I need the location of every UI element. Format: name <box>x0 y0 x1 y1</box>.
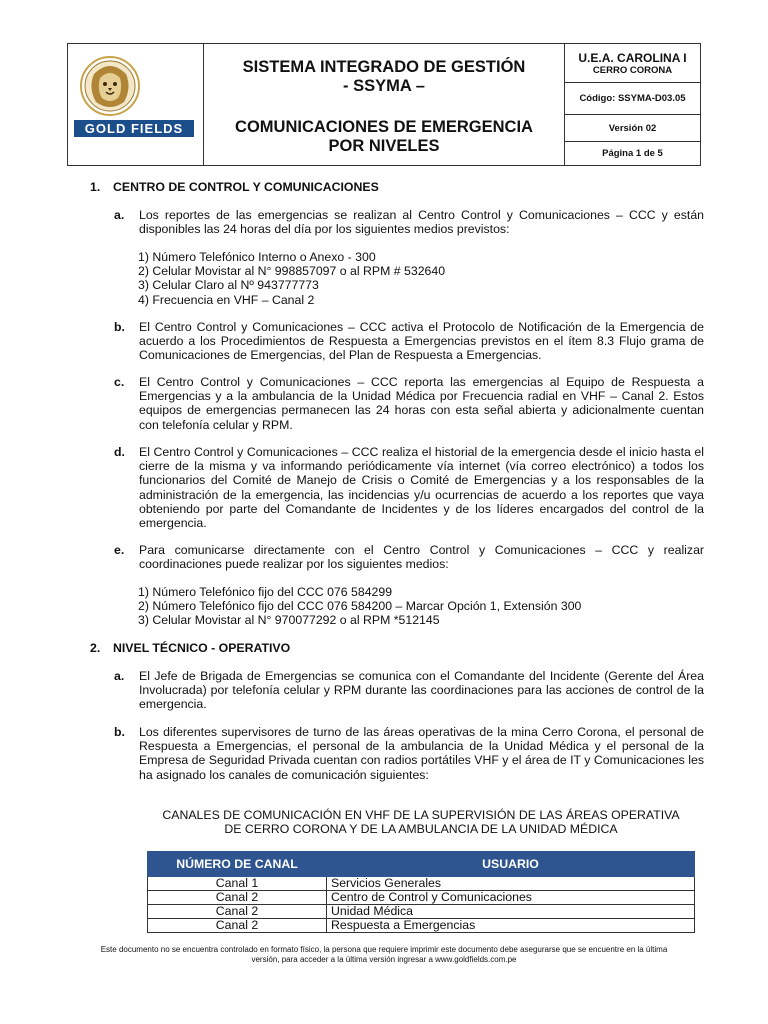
section-2-heading: 2. NIVEL TÉCNICO - OPERATIVO <box>90 641 291 655</box>
channel-cell: Canal 2 <box>148 919 327 933</box>
table-row <box>148 891 695 905</box>
paragraph: Los reportes de las emergencias se realizan al Centro Control y Comunicaciones – CCC y están disponibles las 24 horas del día por los siguientes medios previstos: <box>139 208 704 237</box>
column-header-user: USUARIO <box>327 852 695 877</box>
section-1-item-b: b. El Centro Control y Comunicaciones – CCC activa el Protocolo de Notificación de la Emergencia de acuerdo a los Procedimientos de Respuesta a Emergencias previstos en el ítem 8.3 Flujo grama de Comunicaciones de Emergencias, del Plan de Respuesta a Emergencias. <box>114 320 704 363</box>
unit-name: U.E.A. CAROLINA I <box>578 50 687 65</box>
section-1-item-a: a. Los reportes de las emergencias se realizan al Centro Control y Comunicaciones – CCC y están disponibles las 24 horas del día por los siguientes medios previstos: <box>114 208 704 237</box>
section-2-item-b: b. Los diferentes supervisores de turno de las áreas operativas de la mina Cerro Corona, el personal de Respuesta a Emergencias, el personal de la ambulancia de la Unidad Médica y el personal de la Empresa de Seguridad Privada cuentan con radios portátiles VHF y el área de IT y Comunicaciones les ha asignado los canales de comunicación siguientes: <box>114 725 704 782</box>
paragraph: Para comunicarse directamente con el Centro Control y Comunicaciones – CCC y realizar coordinaciones puede realizar por los siguientes medios: <box>139 543 704 572</box>
table-row <box>148 877 695 891</box>
title-line-1: SISTEMA INTEGRADO DE GESTIÓN <box>242 58 526 76</box>
section-1-a-list <box>138 250 445 307</box>
channel-cell: Canal 1 <box>148 877 327 891</box>
channel-cell: Canal 2 <box>148 891 327 905</box>
document-info <box>565 44 700 165</box>
section-1-e-list <box>138 585 581 628</box>
channel-cell: Canal 2 <box>148 905 327 919</box>
code-cell: Código: SSYMA-D03.05 <box>565 83 700 115</box>
gold-fields-lion-logo-icon <box>80 52 140 120</box>
paragraph: El Centro Control y Comunicaciones – CCC reporta las emergencias al Equipo de Respuesta a Emergencias y a la ambulancia de la Unidad Médica por Frecuencia radial en VHF – Canal 2. Estos equipos de emergencias permanecen las 24 horas con esta señal abierta y adicionalmente cuentan con telefonía celular y RPM. <box>139 375 704 432</box>
paragraph: El Jefe de Brigada de Emergencias se comunica con el Comandante del Incidente (Gerente del Área Involucrada) por telefonía celular y RPM durante las coordinaciones para las acciones de control de la emergencia. <box>139 669 704 712</box>
section-1-item-c: c. El Centro Control y Comunicaciones – CCC reporta las emergencias al Equipo de Respuesta a Emergencias y a la ambulancia de la Unidad Médica por Frecuencia radial en VHF – Canal 2. Estos equipos de emergencias permanecen las 24 horas con esta señal abierta y adicionalmente cuentan con telefonía celular y RPM. <box>114 375 704 432</box>
unit-cell <box>565 44 700 83</box>
list-item: 2) Número Telefónico fijo del CCC 076 584200 – Marcar Opción 1, Extensión 300 <box>138 599 582 614</box>
list-item: 2) Celular Movistar al N° 998857097 o al RPM # 532640 <box>138 264 446 279</box>
user-cell: Respuesta a Emergencias <box>327 919 695 933</box>
list-item: 3) Celular Movistar al N° 970077292 o al RPM *512145 <box>138 613 440 628</box>
user-cell: Unidad Médica <box>327 905 695 919</box>
version-cell: Versión 02 <box>565 115 700 142</box>
user-cell: Servicios Generales <box>327 877 695 891</box>
paragraph: El Centro Control y Comunicaciones – CCC realiza el historial de la emergencia desde el inicio hasta el cierre de la misma y va informando periódicamente vía internet (vía correo electrónico) a todos los funcionarios del Comité de Manejo de Crisis o Comité de Emergencias y a los responsables de la administración de la emergencia, las incidencias y/u ocurrencias de acuerdo a los reportes que vaya obteniendo por parte del Comandante de Incidentes y de los líderes encargados del control de la emergencia. <box>139 445 704 531</box>
title-line-3: COMUNICACIONES DE EMERGENCIA <box>235 118 533 136</box>
site-name: CERRO CORONA <box>592 64 673 76</box>
table-header-row <box>148 852 695 877</box>
paragraph: El Centro Control y Comunicaciones – CCC activa el Protocolo de Notificación de la Emergencia de acuerdo a los Procedimientos de Respuesta a Emergencias previstos en el ítem 8.3 Flujo grama de Comunicaciones de Emergencias, del Plan de Respuesta a Emergencias. <box>139 320 704 363</box>
list-item: 3) Celular Claro al Nº 943777773 <box>138 278 319 293</box>
list-item: 1) Número Telefónico Interno o Anexo - 300 <box>138 250 376 264</box>
section-2-item-a: a. El Jefe de Brigada de Emergencias se comunica con el Comandante del Incidente (Gerente del Área Involucrada) por telefonía celular y RPM durante las coordinaciones para las acciones de control de la emergencia. <box>114 669 704 712</box>
list-item: 1) Número Telefónico fijo del CCC 076 584299 <box>138 585 393 599</box>
title-line-4: POR NIVELES <box>328 137 440 155</box>
logo-cell <box>68 44 204 165</box>
user-cell: Centro de Control y Comunicaciones <box>327 891 695 905</box>
table-row <box>148 905 695 919</box>
document-header <box>67 43 701 166</box>
document-footer: Este documento no se encuentra controlado en formato físico, la persona que requiere imprimir este documento debe asegurarse que se encuentre en la última versión, para acceder a la última versión ingresar a www.goldfields.com.pe <box>100 945 668 964</box>
section-1-item-e: e. Para comunicarse directamente con el Centro Control y Comunicaciones – CCC y realizar coordinaciones puede realizar por los siguientes medios: <box>114 543 704 572</box>
document-title <box>204 44 565 165</box>
section-1-heading: 1. CENTRO DE CONTROL Y COMUNICACIONES <box>90 180 379 194</box>
paragraph: Los diferentes supervisores de turno de las áreas operativas de la mina Cerro Corona, el personal de Respuesta a Emergencias, el personal de la ambulancia de la Unidad Médica y el personal de la Empresa de Seguridad Privada cuentan con radios portátiles VHF y el área de IT y Comunicaciones les ha asignado los canales de comunicación siguientes: <box>139 725 704 782</box>
section-1-item-d: d. El Centro Control y Comunicaciones – CCC realiza el historial de la emergencia desde el inicio hasta el cierre de la misma y va informando periódicamente vía internet (vía correo electrónico) a todos los funcionarios del Comité de Manejo de Crisis o Comité de Emergencias y a los responsables de la administración de la emergencia, las incidencias y/u ocurrencias de acuerdo a los reportes que vaya obteniendo por parte del Comandante de Incidentes y de los líderes encargados del control de la emergencia. <box>114 445 704 531</box>
page-cell: Página 1 de 5 <box>602 148 663 159</box>
table-row <box>148 919 695 933</box>
list-item: 4) Frecuencia en VHF – Canal 2 <box>138 292 315 307</box>
column-header-channel: NÚMERO DE CANAL <box>148 852 327 877</box>
table-caption: CANALES DE COMUNICACIÓN EN VHF DE LA SUPERVISIÓN DE LAS ÁREAS OPERATIVA DE CERRO CORONA Y DE LA AMBULANCIA DE LA UNIDAD MÉDICA <box>162 808 680 837</box>
vhf-channels-table <box>147 851 695 933</box>
title-line-2: - SSYMA – <box>343 77 425 95</box>
gold-fields-wordmark: GOLD FIELDS <box>74 120 194 137</box>
